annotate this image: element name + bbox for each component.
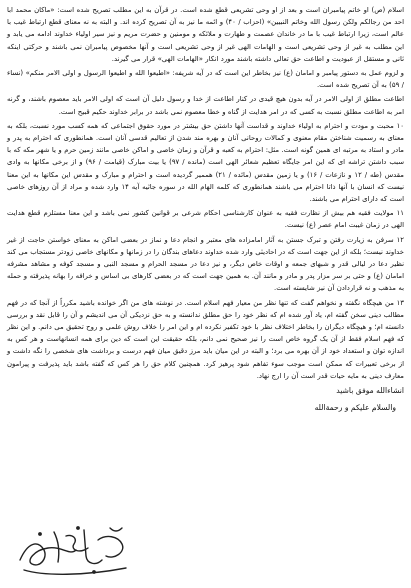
good-wishes: انشاءالله موفق باشید bbox=[336, 386, 404, 396]
handwritten-signature bbox=[14, 520, 134, 582]
signature-icon bbox=[14, 520, 134, 582]
closing-salutation: والسلام علیکم و رحمة‌الله bbox=[314, 403, 396, 413]
paragraph-10: ۱۰ محبت و مودت و احترام به اولیاء خداوند و قداست آنها داشتن حق بیشتر در مورد حقوق اجتماعی که همه کسب مورد نسبت، بلکه به معنای به رسمیت شناختن مقام معنوی و کمالات روحانی آنان و بهره مند شدن از تعالیم قدسی آنان است. همانطوری که احترام به پدر و مادر و استاد به مرتبه ای همین گونه است. مثل: احترام به کعبه و قرآن و زمان خاصی و اماکن خاصی مانند زمین حرم و یا شهر مکه که با سبب داشتن تراشه ای که این امر جایگاه تعظیم شعائر الهی است (مانده / ۹۷) یا بیت مبارک (قیامت / ۹۶) و از برخی مکانها به وادی مقدس (طه / ۱۲ و نازعات / ۱۶) و یا زمین مقدس (مائده / ۲۱) هممیر گردیده است و احترام و مبارک و مقدس این مکانها به این معنا نیست که انسان با آنها ذاتا احترام می باشند همانطوری که کلمه الهام الله در سوره جاثیه آیه ۱۴ وارد شده و مراد از آن روزهای خاصی است که دارای احترام می باشند. bbox=[7, 121, 404, 204]
paragraph-13: ۱۳ من هیچگاه نگفته و نخواهم گفت که تنها نظر من معیار فهم اسلام است. در نوشته های من اگر خوانده باشید مکرراً از آنجا که در فهم مطالب دینی سخن گفته ام، یاد آور شده ام که نظر خود را حق مطلق ندانسته و به حق نزدیکی آن می اندیشم و آن را قابل نقد و بررسی دانسته ام؛ و هیچگاه دیگران را بخاطر اختلاف نظر با خود تکفیر نکرده ام و این امر را خلاف روش علمی و روح تحقیق می دانم. و این نظر که فهم اسلام فقط از آن یک گروه خاص است را نیز صحیح نمی دانم، بلکه حقیقت این است که دین برای همه انسانهاست و هر کس به اندازه توان و استعداد خود از آن بهره می برد؛ و البته در این میان باید مرز دقیق میان فهم درست و برداشت های شخصی را نگه داشت و از برخی تعبیرات که ممکن است موجب سوء تفاهم شود پرهیز کرد. همچنین کلام حق را هر کس که گفته باشد باید پذیرفت و پیرامون معارف دینی به مایه حیات قدر است آن را ارج نهاد. bbox=[7, 298, 404, 380]
paragraph-3: اطاعت مطلق از اولی الامر در آیه بدون هیچ قیدی در کنار اطاعت از خدا و رسول دلیل آن است که اولی الامر باید معصوم باشند، و گرنه امر به اطاعت مطلق نسبت به کسی که در امر هدایت از گناه و خطا معصوم نمی باشد در برابر خداوند حکیم قبیح است. bbox=[7, 95, 404, 116]
paragraph-1: اسلام (ص) او خاتم پیامبران است و بعد از او وحی تشریعی قطع شده است. در قرآن به این مطلب تصریح شده است: «ماکان محمد ابا احد من رجالکم ولکن رسول الله وخاتم النبیین» (احزاب / ۴۰) و ائمه ما نیز به آن تصریح کرده اند. و البته به نه معنای قطع ارتباط غیب با عالم است، زیرا ارتباط غیب با ما در خاندان عصمت و طهارت و ملائکه و مومنین و حضرت مریم و نیز سیر اولیاء خداوند ادامه می یابد و این مطلب به غیر از وحی تشریعی است و الهامات الهی غیر از وحی تشریعی است و آنها مخصوص پیامبران نمی باشند و حرکتی اینکه ثانی و مستقل از عبودیت و اطاعت حق تعالی داشته باشند مورد انکار «الهامات الهی» قرار می گیرند. bbox=[7, 6, 404, 63]
paragraph-12: ۱۲ سرفن به زیارت رفتن و تبرک جستن به آثار امامزاده های معتبر و انجام دعا و نماز در بعضی اماکن به معنای خواستن حاجت از غیر خداوند نیست؛ بلکه از این جهت است که در احادیثی وارد شده خداوند دعاهای بندگان را در زمانها و مکانهای خاصی زودتر مستجاب می کند نظیر دعا در لیالی قدر و شبهای جمعه و اوقات خاص دیگر، و نیز دعا در مسجد الحرام و مسجد النبی و مسجد کوفه و مشاهد مشرفه امامان (ع) و حتی بر سر مزار پدر و مادر و مانند آن. به همین جهت است که در بعضی کارهای بی اساس و خرافه را بهانه پذیرفته و حمله به مذهب و نه قراردادن آن نیز شایسته است. bbox=[7, 235, 404, 293]
paragraph-2: و لزوم عمل به دستور پیامبر و امامان (ع) نیز بخاطر این است که در آیه شریفه: «اطیعوا الله و اطیعوا الرسول و اولی الامر منکم» (نساء / ۵۹) به آن تصریح شده است. bbox=[7, 69, 404, 90]
paragraph-11: ۱۱ مولایت فقیه هم بیش از نظارت فقیه به عنوان کارشناسی احکام شرعی بر قوانین کشور نمی باشد و این معنا مستلزم قطع هدایت الهی در زمان غیبت امام عصر (ع) نیست. bbox=[7, 209, 404, 230]
